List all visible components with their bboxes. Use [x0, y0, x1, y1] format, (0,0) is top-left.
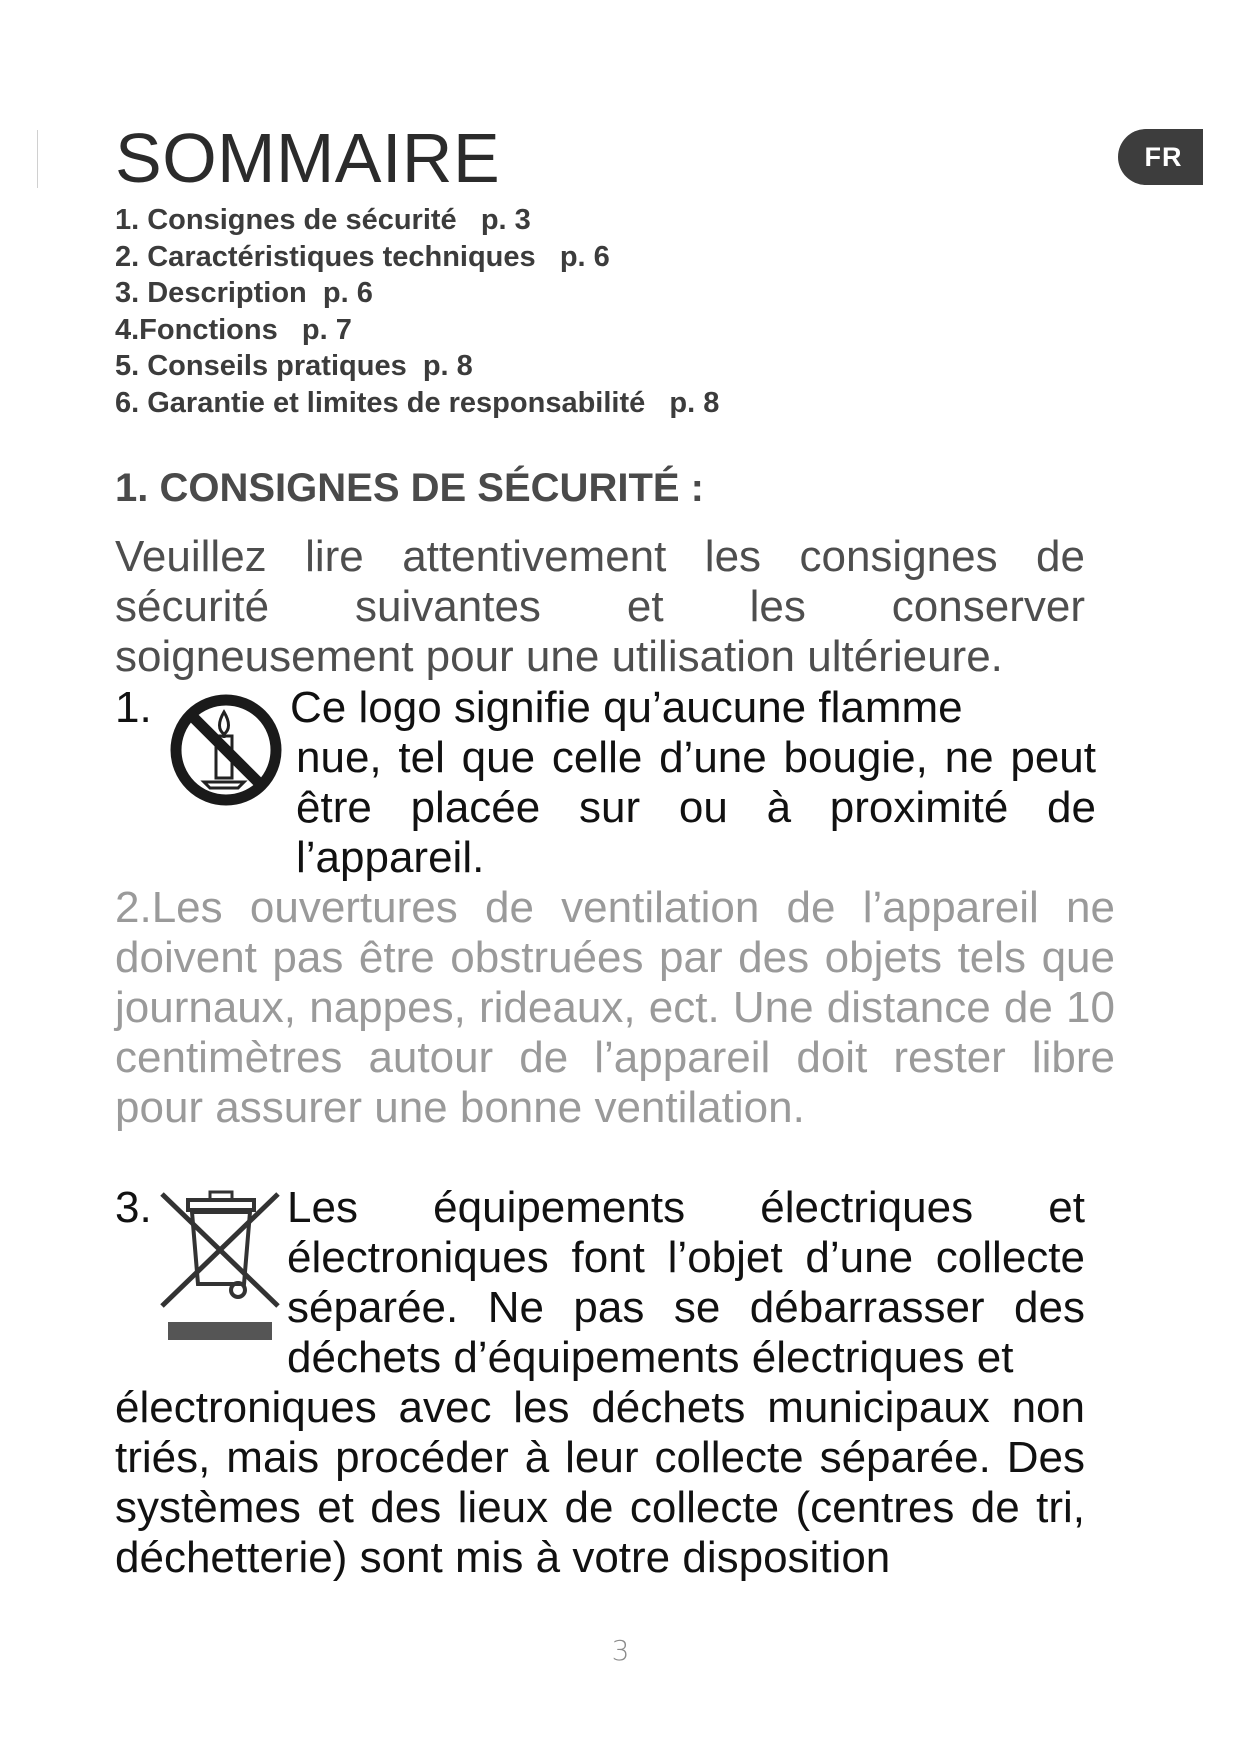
no-open-flame-icon — [166, 690, 286, 810]
page-title: SOMMAIRE — [115, 119, 501, 197]
item-1-number: 1. — [115, 683, 152, 732]
toc-item: 5. Conseils pratiques p. 8 — [115, 350, 473, 382]
language-badge: FR — [1118, 129, 1203, 185]
toc-item: 2. Caractéristiques techniques p. 6 — [115, 240, 610, 273]
page-number: 3 — [611, 1634, 630, 1667]
safety-intro: Veuillez lire attentivement les consignes de sécurité suivantes et les conserver soigneusement pour une utilisation ultérieure. — [115, 532, 1085, 681]
item-2-text: 2.Les ouvertures de ventilation de l’appareil ne doivent pas être obstruées par des objets tels que journaux, nappes, rideaux, ect. Une distance de 10 centimètres autour de l’appareil doit rester libre pour assurer une bonne ventilation. — [115, 883, 1115, 1132]
item-3-continuation: électroniques avec les déchets municipaux non triés, mais procéder à leur collecte séparée. Des systèmes et des lieux de collecte (centres de tri, déchetterie) sont mis à votre disposition — [115, 1383, 1085, 1582]
margin-rule — [37, 130, 38, 188]
item-1-first-line: Ce logo signifie qu’aucune flamme — [290, 683, 963, 732]
toc-item: 6. Garantie et limites de responsabilité p. 8 — [115, 386, 720, 419]
toc-item: 1. Consignes de sécurité p. 3 — [115, 204, 531, 236]
item-3-text: Les équipements électriques et électroniques font l’objet d’une collecte séparée. Ne pas se débarrasser des déchets d’équipements électriques et — [287, 1183, 1085, 1382]
item-1-text: nue, tel que celle d’une bougie, ne peut être placée sur ou à proximité de l’appareil. — [296, 733, 1096, 882]
toc-item: 4.Fonctions p. 7 — [115, 313, 352, 346]
table-of-contents — [115, 202, 719, 421]
item-3-number: 3. — [115, 1183, 152, 1232]
crossed-out-wheelie-bin-icon — [158, 1186, 284, 1346]
toc-item: 3. Description p. 6 — [115, 277, 373, 309]
section-heading-safety: 1. CONSIGNES DE SÉCURITÉ : — [115, 466, 704, 510]
